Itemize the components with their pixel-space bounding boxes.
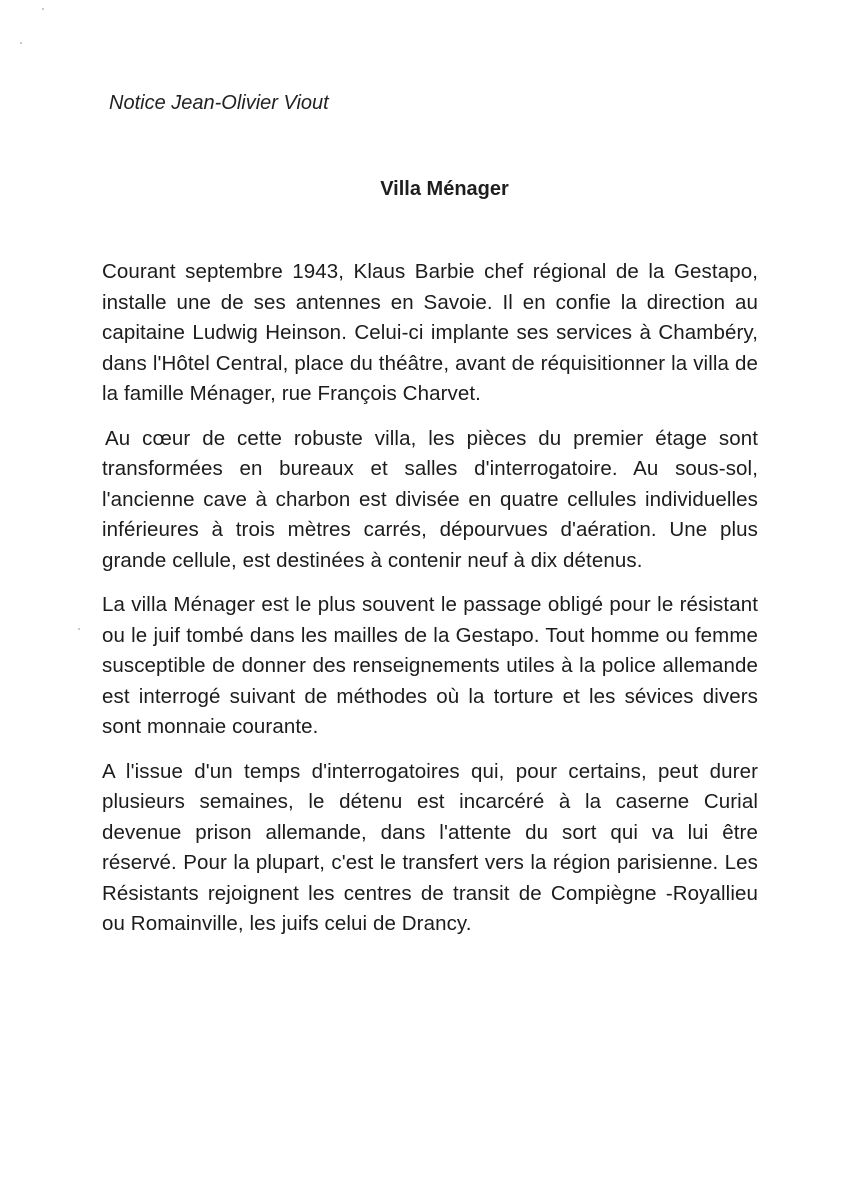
scan-speck — [78, 628, 80, 630]
body-text — [102, 257, 758, 954]
paragraph-3: La villa Ménager est le plus souvent le passage obligé pour le résistant ou le juif tombé dans les mailles de la Gestapo. Tout homme ou femme susceptible de donner des renseignements utiles à la police allemande est interrogé suivant de méthodes où la torture et les sévices divers sont monnaie courante. — [102, 593, 758, 738]
page-title: Villa Ménager — [380, 178, 509, 200]
scan-speck — [20, 42, 22, 44]
paragraph-1: Courant septembre 1943, Klaus Barbie chef régional de la Gestapo, installe une de ses antennes en Savoie. Il en confie la direction au capitaine Ludwig Heinson. Celui-ci implante ses services à Chambéry, dans l'Hôtel Central, place du théâtre, avant de réquisitionner la villa de la famille Ménager, rue François Charvet. — [102, 260, 758, 405]
notice-author: Notice Jean-Olivier Viout — [109, 92, 329, 114]
scan-speck — [42, 8, 44, 10]
paragraph-4: A l'issue d'un temps d'interrogatoires qui, pour certains, peut durer plusieurs semaines, le détenu est incarcéré à la caserne Curial devenue prison allemande, dans l'attente du sort qui va lui être réservé. Pour la plupart, c'est le transfert vers la région parisienne. Les Résistants rejoignent les centres de transit de Compiègne -Royallieu ou Romainville, les juifs celui de Drancy. — [102, 759, 758, 935]
paragraph-2: Au cœur de cette robuste villa, les pièces du premier étage sont transformées en bureaux et salles d'interrogatoire. Au sous-sol, l'ancienne cave à charbon est divisée en quatre cellules individuelles inférieures à trois mètres carrés, dépourvues d'aération. Une plus grande cellule, est destinées à contenir neuf à dix détenus. — [102, 426, 758, 572]
